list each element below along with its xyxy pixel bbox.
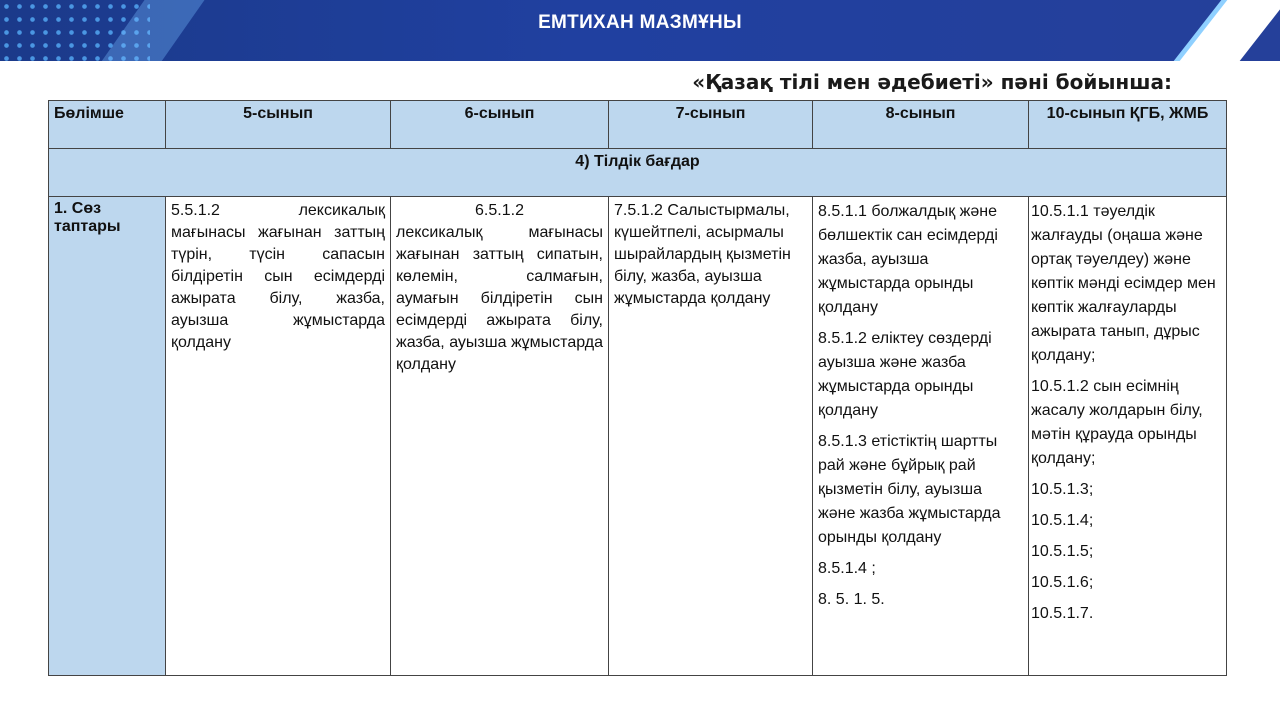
column-header: Бөлімше: [49, 101, 166, 149]
objective-item: 10.5.1.2 сын есімнің жасалу жолдарын білу, мәтін құрауда орынды қолдану;: [1031, 378, 1203, 467]
grade5-cell: 5.5.1.2 лексикалық мағынасы жағынан заттың түрін, түсін сапасын білдіретін сын есімдерді ажырата білу, жазба, ауызша жұмыстарда қолдану: [166, 197, 391, 676]
grade6-text: лексикалық мағынасы жағынан заттың сипатын, көлемін, салмағын, аумағын білдіретін сын есімдерді ажырата білу, жазба, ауызша жұмыстарда қолдану: [396, 224, 603, 373]
table-header-row: [49, 101, 1227, 149]
grade6-cell: [391, 197, 609, 676]
header-banner: [0, 0, 1280, 61]
objective-item: 8.5.1.4 ;: [818, 560, 876, 577]
section-row: [49, 149, 1227, 197]
exam-content-table: [48, 100, 1227, 676]
column-header: 8-сынып: [813, 101, 1029, 149]
grade7-cell: 7.5.1.2 Салыстырмалы, күшейтпелі, асырмалы шырайлардың қызметін білу, жазба, ауызша жұмыстарда қолдану: [609, 197, 813, 676]
objective-item: 10.5.1.6;: [1031, 574, 1094, 591]
topic-cell: 1. Сөз таптары: [49, 197, 166, 676]
objective-item: 8. 5. 1. 5.: [818, 591, 885, 608]
column-header: 6-сынып: [391, 101, 609, 149]
grade10-cell: [1029, 197, 1227, 676]
objective-item: 8.5.1.3 етістіктің шартты рай және бұйрық рай қызметін білу, ауызша және жазба жұмыстарда орынды қолдану: [818, 433, 1001, 546]
grade6-code: 6.5.1.2: [475, 202, 524, 219]
objective-item: 10.5.1.7.: [1031, 605, 1094, 622]
section-title: 4) Тілдік бағдар: [49, 149, 1227, 197]
objective-item: 10.5.1.5;: [1031, 543, 1094, 560]
objective-item: 10.5.1.3;: [1031, 481, 1094, 498]
page-title: ЕМТИХАН МАЗМҰНЫ: [538, 12, 742, 33]
objective-item: 8.5.1.1 болжалдық және бөлшектік сан есімдерді жазба, ауызша жұмыстарда орынды қолдану: [818, 203, 998, 316]
subject-subtitle: «Қазақ тілі мен әдебиеті» пәні бойынша:: [692, 70, 1172, 94]
objective-item: 8.5.1.2 еліктеу сөздерді ауызша және жазба жұмыстарда орынды қолдану: [818, 330, 992, 419]
column-header: 7-сынып: [609, 101, 813, 149]
table-row: [49, 197, 1227, 676]
column-header: 10-сынып ҚГБ, ЖМБ: [1029, 101, 1227, 149]
column-header: 5-сынып: [166, 101, 391, 149]
grade8-cell: [813, 197, 1029, 676]
objective-item: 10.5.1.4;: [1031, 512, 1094, 529]
objective-item: 10.5.1.1 тәуелдік жалғауды (оңаша және ортақ тәуелдеу) және көптік мәнді есімдер мен көптік жалғауларды ажырата танып, дұрыс қолдану;: [1031, 203, 1216, 364]
